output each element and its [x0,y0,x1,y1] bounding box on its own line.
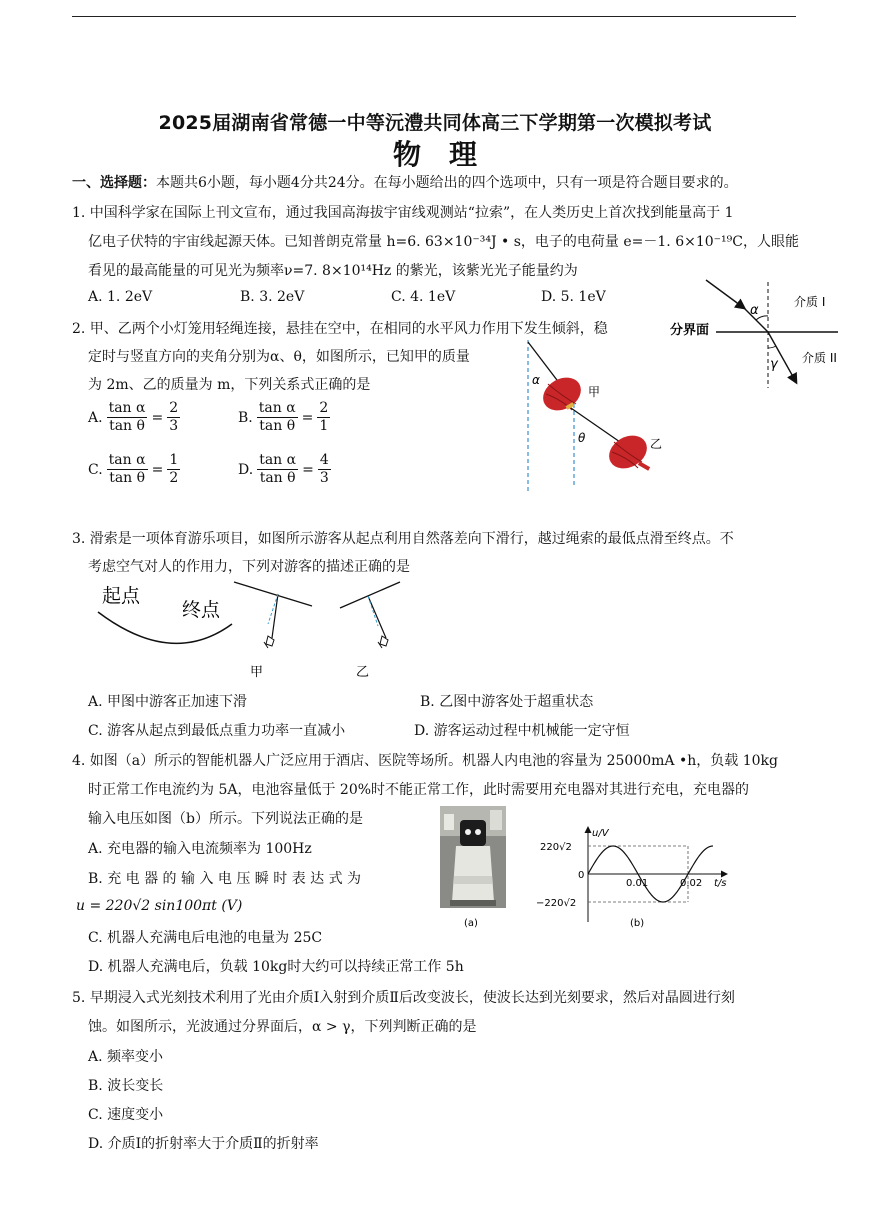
q2-option-b: B. $\frac{\text{tan α}}{\text{tan θ}}$ = $\frac{2}{1}$ [238,400,329,434]
q5-line2: 蚀。如图所示，光波通过分界面后，α > γ，下列判断正确的是 [88,1019,477,1035]
zipline-end-label: 终点 [182,599,221,621]
robot-caption: (a) [464,918,478,929]
q1-option-c: C. 4. 1eV [391,289,456,305]
zipline-start-label: 起点 [102,585,141,607]
q2-line2: 定时与竖直方向的夹角分别为α、θ，如图所示，已知甲的质量 [88,349,470,365]
voltage-graph [534,822,734,934]
graph-zero-label: 0 [578,870,585,881]
lantern-theta: θ [578,431,586,445]
q4-option-b-formula: u = 220√2 sin100πt (V) [76,898,243,914]
q2-option-d: D. $\frac{\text{tan α}}{\text{tan θ}}$ = $\frac{4}{3}$ [238,452,329,486]
zipline-caption-yi: 乙 [356,665,370,680]
lantern-jia [537,371,587,417]
q3-line1: 3. 滑索是一项体育游乐项目，如图所示游客从起点利用自然落差向下滑行，越过绳索的最低点滑至终点。不 [72,531,734,547]
q3-line2: 考虑空气对人的作用力，下列对游客的描述正确的是 [88,559,410,575]
exam-title: 2025届湖南省常德一中等沅澧共同体高三下学期第一次模拟考试 [158,112,712,134]
robot-head [460,820,486,846]
q3-option-b: B. 乙图中游客处于超重状态 [420,694,594,710]
q4-option-c: C. 机器人充满电后电池的电量为 25C [88,930,323,946]
q4-option-b-line1: B. 充 电 器 的 输 入 电 压 瞬 时 表 达 式 为 [88,871,362,887]
graph-x1-label: 0.01 [626,878,649,889]
graph-ymin-label: −220√2 [536,898,577,909]
lantern-label-yi: 乙 [650,437,663,451]
rope-2 [568,406,620,442]
lantern-label-jia: 甲 [588,385,601,399]
fig-alpha: α [750,303,759,318]
q3-option-a: A. 甲图中游客正加速下滑 [88,694,248,710]
q4-line1: 4. 如图（a）所示的智能机器人广泛应用于酒店、医院等场所。机器人内电池的容量为 25000mA •h，负载 10kg [72,753,778,769]
q4-line3: 输入电压如图（b）所示。下列说法正确的是 [88,811,363,827]
graph-ymax-label: 220√2 [540,842,572,853]
q4-option-a: A. 充电器的输入电流频率为 100Hz [88,841,312,857]
q5-option-b: B. 波长变长 [88,1078,164,1094]
graph-x2-label: 0.02 [680,878,703,889]
q5-option-d: D. 介质Ⅰ的折射率大于介质Ⅱ的折射率 [88,1136,319,1152]
q2-line1: 2. 甲、乙两个小灯笼用轻绳连接，悬挂在空中，在相同的水平风力作用下发生倾斜，稳 [72,321,608,337]
zipline-figure [92,576,412,682]
section-heading: 一、选择题：本题共6小题，每小题4分共24分。在每小题给出的四个选项中，只有一项是符合题目要求的。 [72,175,738,191]
q3-option-d: D. 游客运动过程中机械能一定守恒 [414,723,630,739]
q5-line1: 5. 早期浸入式光刻技术利用了光由介质Ⅰ入射到介质Ⅱ后改变波长，使波长达到光刻要求，然后对晶圆进行刻 [72,990,735,1006]
q5-option-c: C. 速度变小 [88,1107,164,1123]
q1-option-b: B. 3. 2eV [240,289,305,305]
q4-option-d: D. 机器人充满电后，负载 10kg时大约可以持续正常工作 5h [88,959,464,975]
zipline-rider-yi [340,582,400,648]
graph-ylabel: u/V [592,828,609,839]
medium1-label: 介质 I [794,295,826,309]
graph-caption: (b) [630,918,645,929]
q5-option-a: A. 频率变小 [88,1049,164,1065]
q1-option-d: D. 5. 1eV [541,289,606,305]
robot-body [452,846,494,902]
medium2-label: 介质 II [802,351,837,365]
robot-photo [440,806,506,932]
q2-option-a: A. $\frac{\text{tan α}}{\text{tan θ}}$ = $\frac{2}{3}$ [88,400,179,434]
q1-line2: 亿电子伏特的宇宙线起源天体。已知普朗克常量 h=6. 63×10⁻³⁴J • s，电子的电荷量 e=－1. 6×10⁻¹⁹C，人眼能 [88,234,799,250]
interface-label: 分界面 [670,323,710,338]
header-rule [72,16,796,17]
q1-line1: 1. 中国科学家在国际上刊文宣布，通过我国高海拔宇宙线观测站“拉索”，在人类历史上首次找到能量高于 1 [72,205,734,221]
lantern-alpha: α [532,373,540,387]
q1-line3: 看见的最高能量的可见光为频率ν=7. 8×10¹⁴Hz 的紫光，该紫光光子能量约为 [88,263,578,279]
q2-line3: 为 2m、乙的质量为 m，下列关系式正确的是 [88,377,371,393]
lantern-figure [518,336,668,498]
q2-option-c: C. $\frac{\text{tan α}}{\text{tan θ}}$ = $\frac{1}{2}$ [88,452,179,486]
fig-gamma: γ [770,357,778,372]
zipline-rider-jia [234,582,312,648]
zipline-caption-jia: 甲 [250,665,264,680]
q3-option-c: C. 游客从起点到最低点重力功率一直减小 [88,723,346,739]
q1-option-a: A. 1. 2eV [88,289,153,305]
exam-subject: 物理 [392,138,505,171]
q4-line2: 时正常工作电流约为 5A，电池容量低于 20%时不能正常工作，此时需要用充电器对其进行充电，充电器的 [88,782,750,798]
refraction-figure [666,276,846,392]
graph-xlabel: t/s [714,878,727,889]
incident-ray [706,280,744,308]
